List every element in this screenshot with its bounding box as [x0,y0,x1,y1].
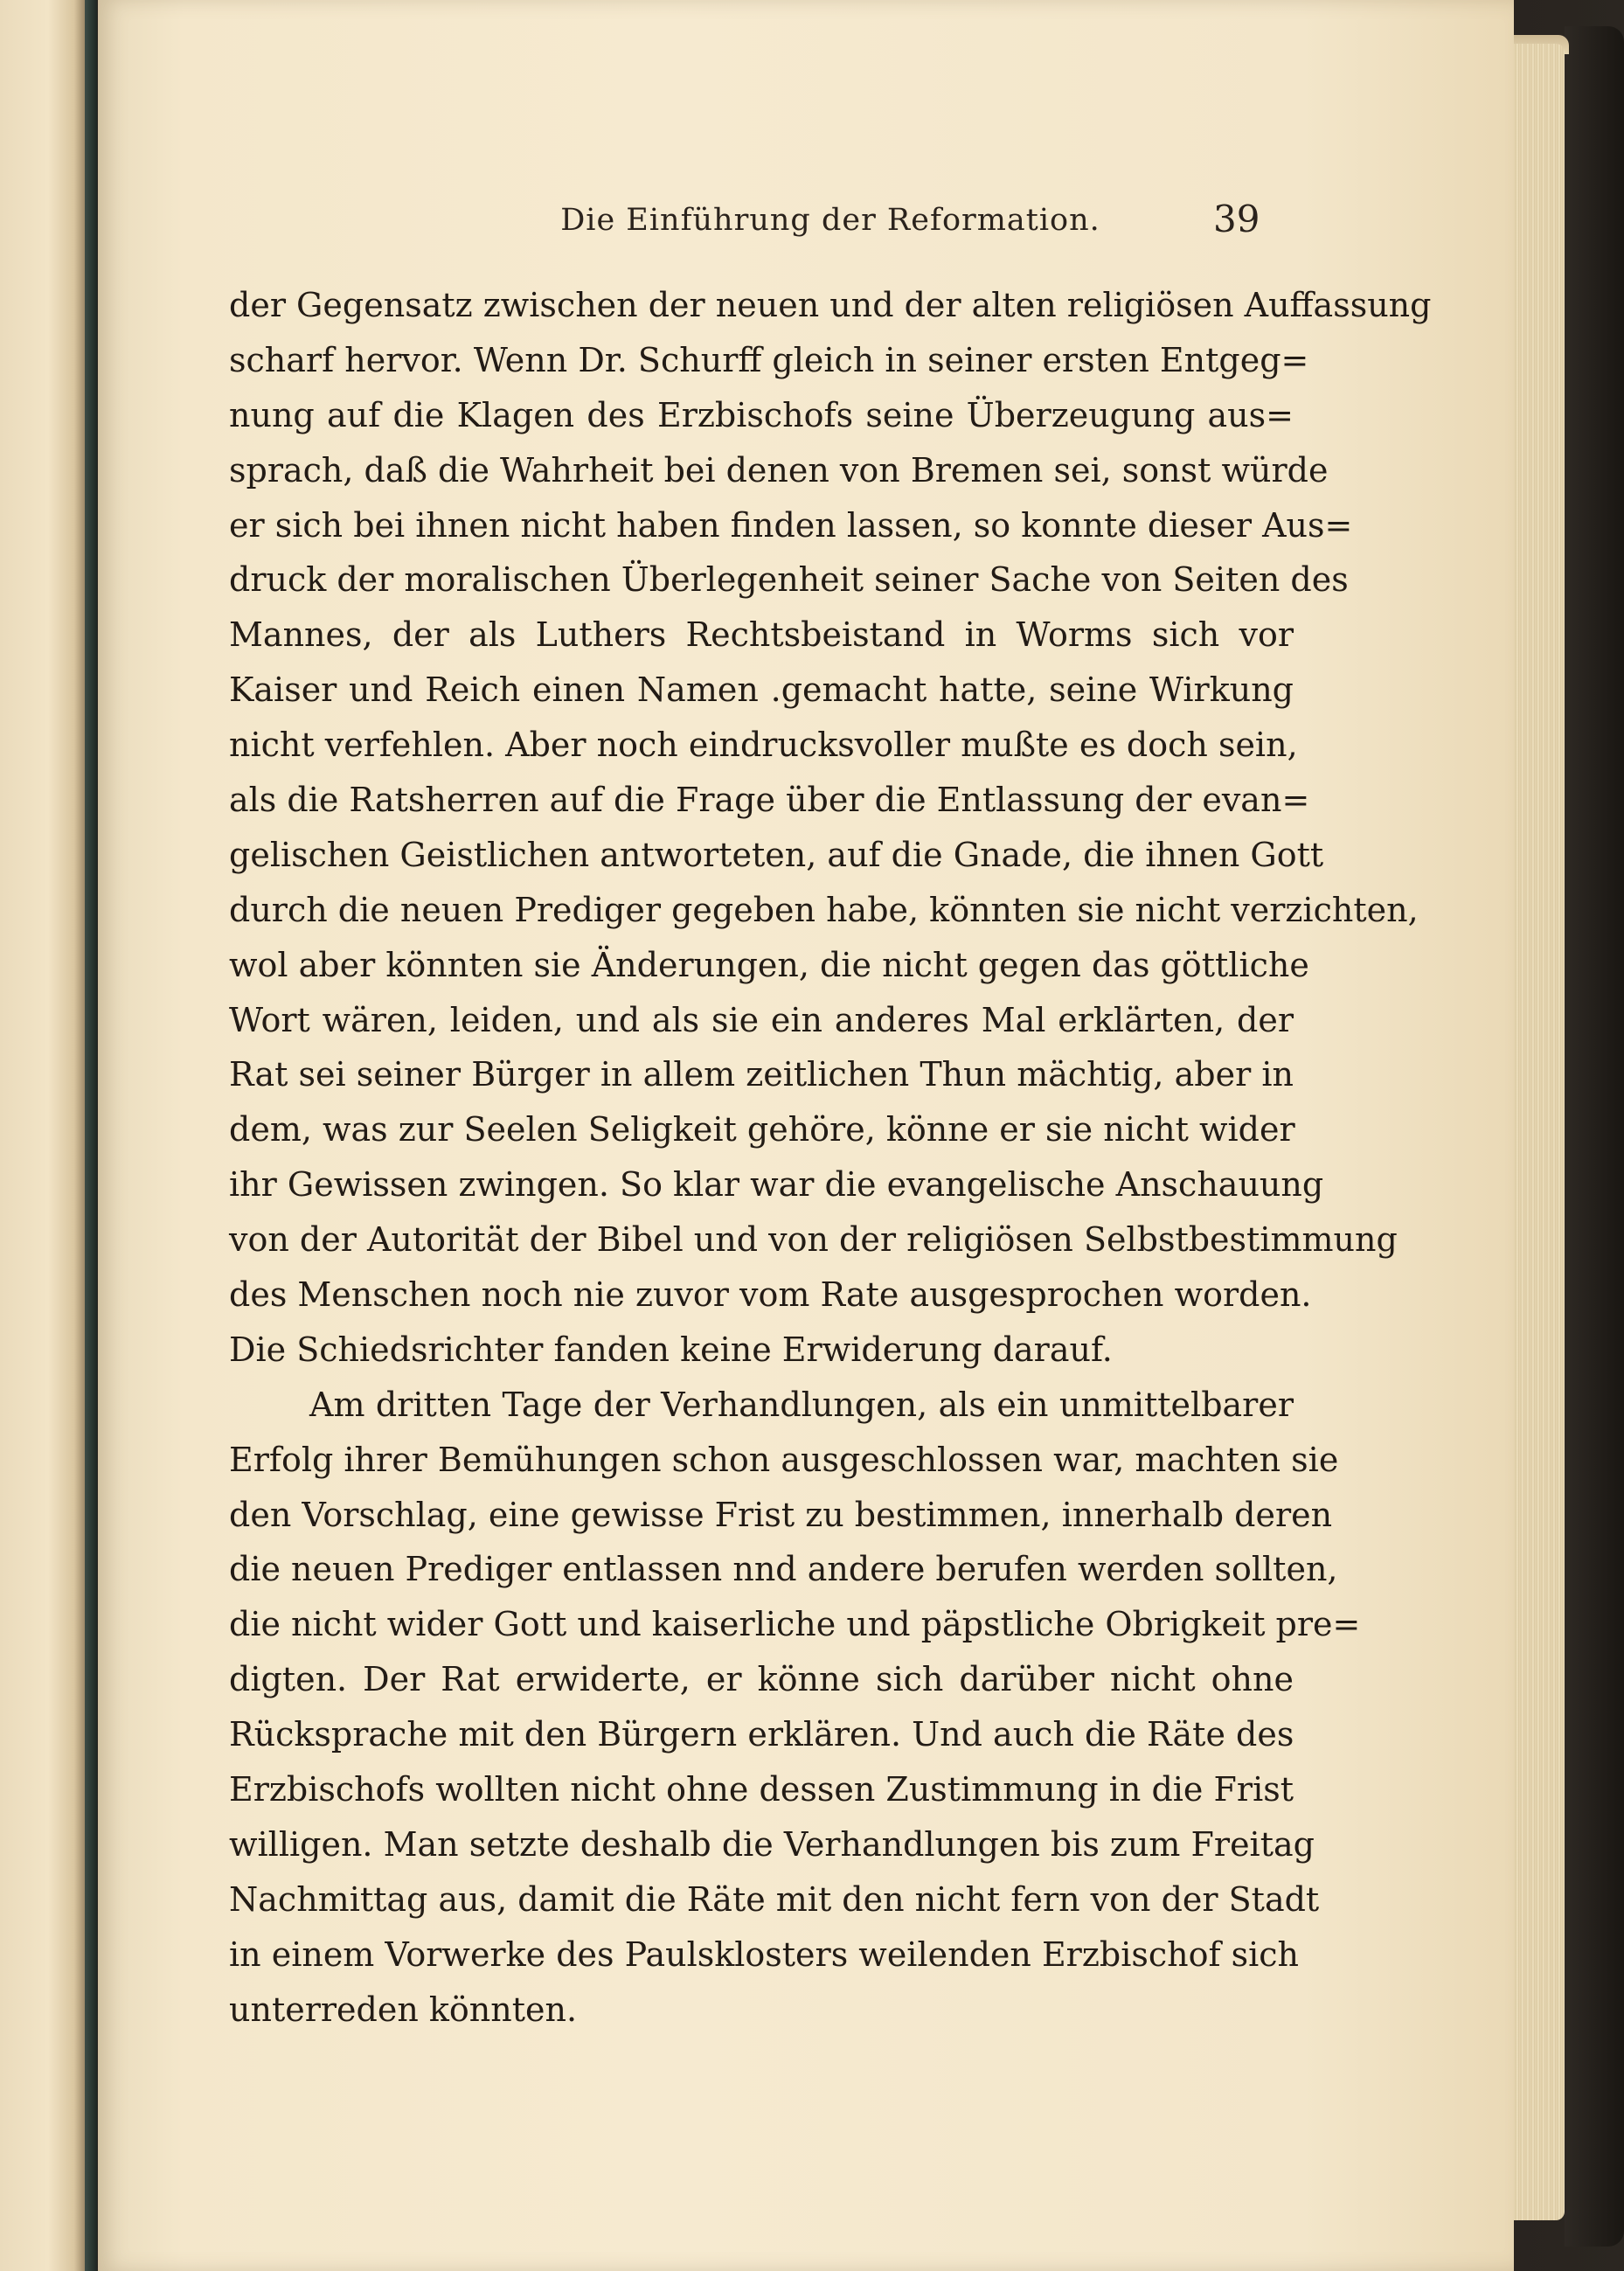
text-line: wol aber könnten sie Änderungen, die nicht gegen das göttliche [229,945,1309,984]
book-binding-stitch [85,0,97,2271]
text-line: Am dritten Tage der Verhandlungen, als ein unmittelbarer [309,1385,1294,1424]
text-line: Rat sei seiner Bürger in allem zeitlichen Thun mächtig, aber in [229,1055,1294,1094]
text-line: als die Ratsherren auf die Frage über die Entlassung der evan= [229,781,1310,820]
text-line: Wort wären, leiden, und als sie ein anderes Mal erklärten, der [229,1000,1294,1039]
page-edges-right [1514,44,1565,2220]
text-line: Die Schiedsrichter fanden keine Erwiderung darauf. [229,1330,1113,1369]
text-line: nung auf die Klagen des Erzbischofs seine Überzeugung aus= [229,395,1294,434]
text-line: unterreden könnten. [229,1990,578,2029]
left-page-edge [0,0,87,2271]
text-line: den Vorschlag, eine gewisse Frist zu bestimmen, innerhalb deren [229,1495,1333,1534]
text-line: sprach, daß die Wahrheit bei denen von Bremen sei, sonst würde [229,450,1329,490]
book-cover-right [1565,26,1624,2247]
text-line: Erfolg ihrer Bemühungen schon ausgeschlossen war, machten sie [229,1440,1339,1479]
page-number: 39 [1213,198,1260,240]
text-line: Mannes, der als Luthers Rechtsbeistand in Worms sich vor [229,615,1294,655]
text-line: gelischen Geistlichen antworteten, auf die Gnade, die ihnen Gott [229,835,1324,874]
text-line: digten. Der Rat erwiderte, er könne sich darüber nicht ohne [229,1660,1294,1699]
running-title: Die Einführung der Reformation. [560,203,1100,238]
text-line: druck der moralischen Überlegenheit seiner Sache von Seiten des [229,560,1349,600]
text-line: von der Autorität der Bibel und von der religiösen Selbstbestimmung [229,1220,1398,1260]
text-line: Kaiser und Reich einen Namen .gemacht hatte, seine Wirkung [229,670,1294,710]
text-line: er sich bei ihnen nicht haben finden lassen, so konnte dieser Aus= [229,505,1353,545]
text-line: des Menschen noch nie zuvor vom Rate ausgesprochen worden. [229,1275,1312,1315]
text-line: willigen. Man setzte deshalb die Verhandlungen bis zum Freitag [229,1824,1315,1864]
text-line: dem, was zur Seelen Seligkeit gehöre, könne er sie nicht wider [229,1110,1295,1149]
text-line: Nachmittag aus, damit die Räte mit den nicht fern von der Stadt [229,1879,1320,1919]
text-line: scharf hervor. Wenn Dr. Schurff gleich in seiner ersten Entgeg= [229,340,1309,379]
text-line: ihr Gewissen zwingen. So klar war die evangelische Anschauung [229,1165,1324,1205]
text-line: Rücksprache mit den Bürgern erklären. Und auch die Räte des [229,1715,1294,1754]
text-line: der Gegensatz zwischen der neuen und der alten religiösen Auffassung [229,286,1432,324]
body-text [229,278,1432,2038]
text-line: durch die neuen Prediger gegeben habe, könnten sie nicht verzichten, [229,890,1419,929]
text-line: die neuen Prediger entlassen nnd andere berufen werden sollten, [229,1550,1338,1589]
text-line: nicht verfehlen. Aber noch eindrucksvoller mußte es doch sein, [229,726,1298,765]
text-line: Erzbischofs wollten nicht ohne dessen Zustimmung in die Frist [229,1770,1294,1809]
text-line: in einem Vorwerke des Paulsklosters weilenden Erzbischof sich [229,1934,1300,1974]
text-line: die nicht wider Gott und kaiserliche und päpstliche Obrigkeit pre= [229,1605,1361,1644]
